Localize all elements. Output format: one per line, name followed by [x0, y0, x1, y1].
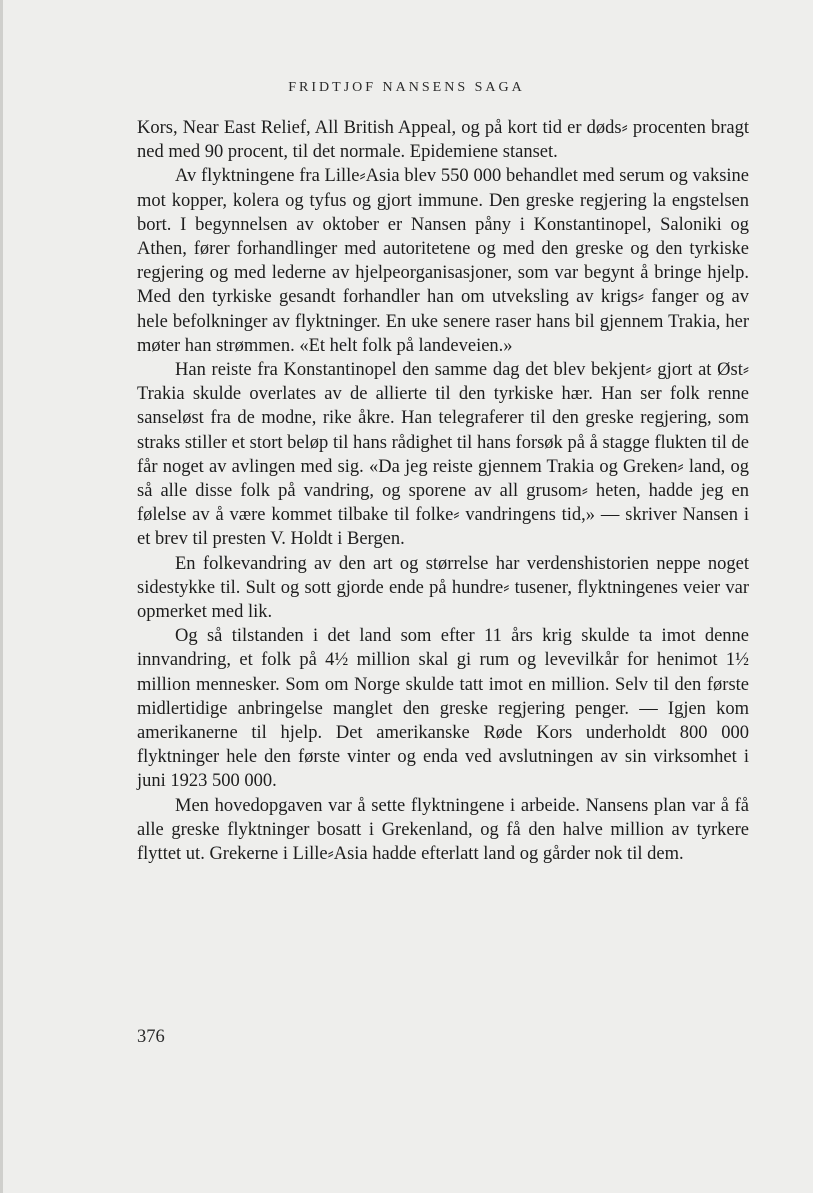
body-text [137, 116, 749, 866]
paragraph-1: Kors, Near East Relief, All British Appeal, og på kort tid er døds⸗ procenten bragt ned med 90 procent, til det normale. Epidemiene stanset. [137, 118, 749, 163]
page-number: 376 [137, 1027, 165, 1047]
paragraph-4: En folkevandring av den art og størrelse har verdenshistorien neppe noget sidestykke til. Sult og sott gjorde ende på hundre⸗ tusener, flyktningenes veier var opmerket med lik. [137, 553, 749, 623]
paragraph-6: Men hovedopgaven var å sette flyktningene i arbeide. Nansens plan var å få alle greske flyktninger bosatt i Grekenland, og få den halve million av tyrkere flyttet ut. Grekerne i Lille⸗Asia hadde efterlatt land og gårder nok til dem. [137, 795, 749, 865]
running-head: FRIDTJOF NANSENS SAGA [288, 80, 525, 95]
paragraph-3: Han reiste fra Konstantinopel den samme dag det blev bekjent⸗ gjort at Øst⸗Trakia skulde overlates av de allierte til den tyrkiske hær. Han ser folk renne sanseløst fra de modne, rike åkre. Han telegraferer til den greske regjering, som straks stiller et stort beløp til hans rådighet til hans forsøk på å stagge flukten til de får noget av avlingen med sig. «Da jeg reiste gjennem Trakia og Greken⸗ land, og så alle disse folk på vandring, og sporene av all grusom⸗ heten, hadde jeg en følelse av å være kommet tilbake til folke⸗ vandringens tid,» — skriver Nansen i et brev til presten V. Holdt i Bergen. [137, 360, 749, 550]
paragraph-5: Og så tilstanden i det land som efter 11 års krig skulde ta imot denne innvandring, et folk på 4½ million skal gi rum og levevilkår for henimot 1½ million mennesker. Som om Norge skulde tatt imot en million. Selv til den første midlertidige anbringelse manglet den greske regjering penger. — Igjen kom amerikanerne til hjelp. Det amerikanske Røde Kors underholdt 800 000 flyktninger hele den første vinter og enda ved avslutningen av sin virksomhet i juni 1923 500 000. [137, 626, 749, 792]
paragraph-2: Av flyktningene fra Lille⸗Asia blev 550 000 behandlet med serum og vaksine mot kopper, kolera og tyfus og gjort immune. Den greske regjering la engstelsen bort. I begynnelsen av oktober er Nansen påny i Konstantinopel, Saloniki og Athen, fører forhandlinger med autoritetene og med den greske og den tyrkiske regjering og med lederne av hjelpeorganisasjoner, som var begynt å bringe hjelp. Med den tyrkiske gesandt forhandler han om utveksling av krigs⸗ fanger og av hele befolkninger av flyktninger. En uke senere raser hans bil gjennem Trakia, her møter han strømmen. «Et helt folk på landeveien.» [137, 166, 749, 356]
